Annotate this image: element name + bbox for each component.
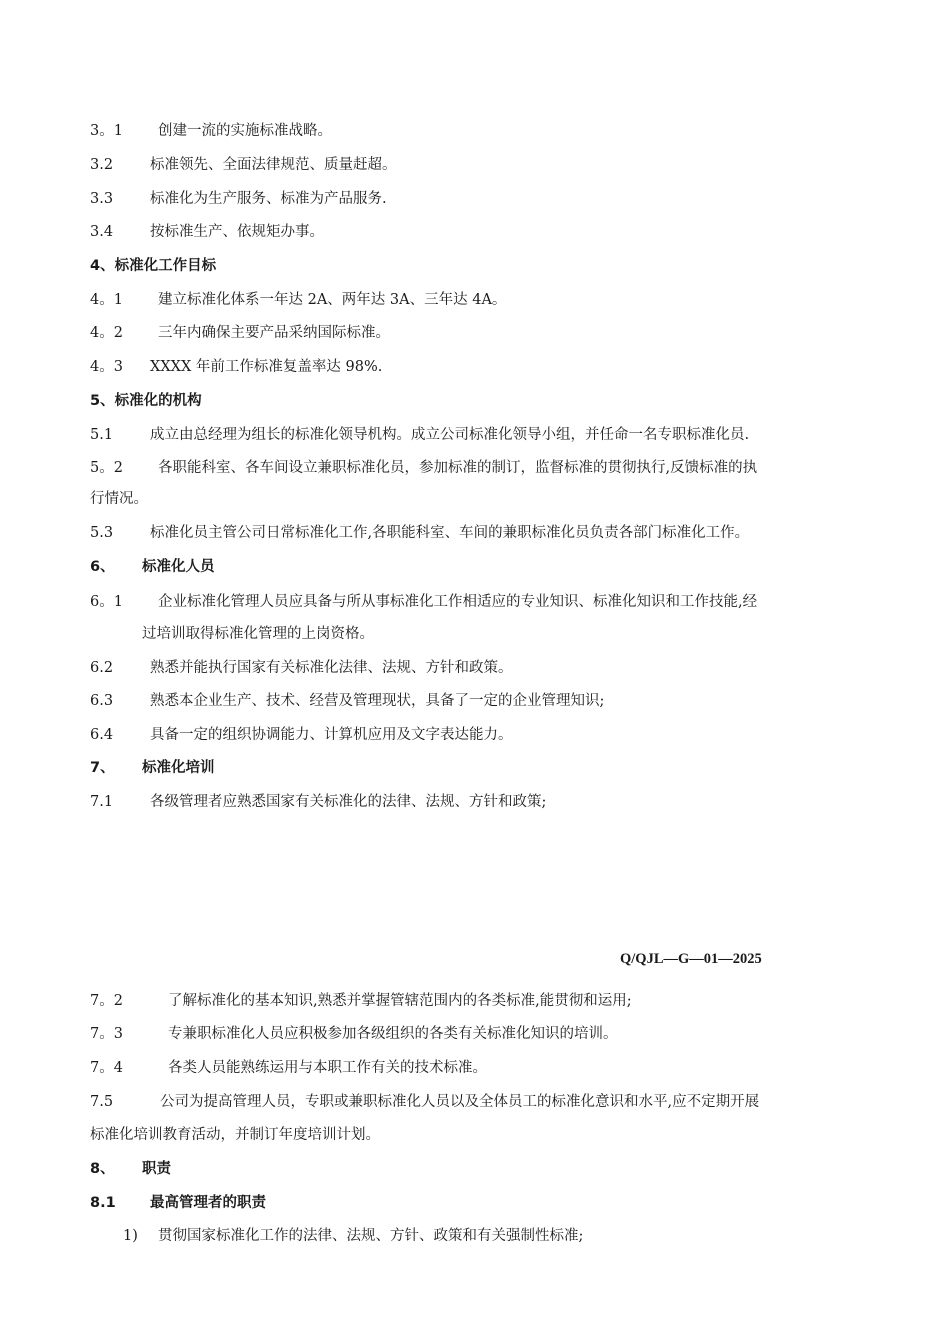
clause-6-4 xyxy=(90,725,513,745)
clause-4-1 xyxy=(90,290,506,310)
clause-text: 标准化员主管公司日常标准化工作,各职能科室、车间的兼职标准化员负责各部门标准化工作。 xyxy=(150,525,750,541)
clause-text: 建立标准化体系一年达 2A、两年达 3A、三年达 4A。 xyxy=(158,292,507,308)
subsection-heading-8-1 xyxy=(90,1193,266,1213)
heading-text: 职责 xyxy=(142,1161,171,1177)
heading-number: 8、 xyxy=(90,1161,115,1177)
clause-text: 专兼职标准化人员应积极参加各级组织的各类有关标准化知识的培训。 xyxy=(168,1026,618,1042)
clause-number: 7。2 xyxy=(90,993,123,1009)
clause-7-4 xyxy=(90,1058,487,1078)
heading-number: 8.1 xyxy=(90,1195,116,1211)
clause-number: 4。2 xyxy=(90,325,123,341)
clause-number: 7.5 xyxy=(90,1094,114,1110)
document-number: Q/QJL—G—01—2025 xyxy=(620,951,762,967)
clause-number: 3。1 xyxy=(90,123,123,139)
clause-number: 7.1 xyxy=(90,794,114,810)
list-item-number: 1) xyxy=(123,1228,138,1244)
clause-text: 熟悉并能执行国家有关标准化法律、法规、方针和政策。 xyxy=(150,660,513,676)
list-item-1 xyxy=(123,1226,583,1246)
clause-4-3 xyxy=(90,357,382,377)
clause-number: 7。3 xyxy=(90,1026,123,1042)
clause-5-1 xyxy=(90,425,749,445)
clause-number: 3.3 xyxy=(90,191,114,207)
clause-text: 成立由总经理为组长的标准化领导机构。成立公司标准化领导小组，并任命一名专职标准化员. xyxy=(150,427,750,443)
clause-7-2 xyxy=(90,991,632,1011)
clause-text: 了解标准化的基本知识,熟悉并掌握管辖范围内的各类标准,能贯彻和运用; xyxy=(168,993,632,1009)
heading-number: 7、 xyxy=(90,760,115,776)
clause-text: 各类人员能熟练运用与本职工作有关的技术标准。 xyxy=(168,1060,487,1076)
clause-number: 3.4 xyxy=(90,224,114,240)
section-heading-7 xyxy=(90,758,215,778)
clause-text: 三年内确保主要产品采纳国际标准。 xyxy=(158,325,390,341)
clause-text: 标准领先、全面法律规范、质量赶超。 xyxy=(150,157,397,173)
clause-text: 企业标准化管理人员应具备与所从事标准化工作相适应的专业知识、标准化知识和工作技能,经 xyxy=(158,594,758,610)
clause-5-2-continued: 行情况。 xyxy=(90,491,148,507)
clause-text: 熟悉本企业生产、技术、经营及管理现状，具备了一定的企业管理知识; xyxy=(150,693,605,709)
heading-text: 标准化人员 xyxy=(142,559,215,575)
clause-number: 6.4 xyxy=(90,727,114,743)
clause-number: 6.2 xyxy=(90,660,114,676)
clause-text: XXXX 年前工作标准复盖率达 98%. xyxy=(150,359,383,375)
list-item-text: 贯彻国家标准化工作的法律、法规、方针、政策和有关强制性标准; xyxy=(158,1228,584,1244)
clause-3-3 xyxy=(90,189,387,209)
section-heading-8 xyxy=(90,1159,171,1179)
clause-7-5 xyxy=(90,1092,759,1112)
clause-3-1 xyxy=(90,121,332,141)
section-heading-6 xyxy=(90,557,215,577)
clause-text: 按标准生产、依规矩办事。 xyxy=(150,224,324,240)
clause-7-5-continued: 标准化培训教育活动，并制订年度培训计划。 xyxy=(90,1127,380,1143)
heading-text: 标准化培训 xyxy=(142,760,215,776)
clause-5-3 xyxy=(90,523,749,543)
clause-number: 6.3 xyxy=(90,693,114,709)
clause-number: 3.2 xyxy=(90,157,114,173)
clause-number: 5.3 xyxy=(90,525,114,541)
clause-text: 标准化为生产服务、标准为产品服务. xyxy=(150,191,387,207)
clause-text: 具备一定的组织协调能力、计算机应用及文字表达能力。 xyxy=(150,727,513,743)
clause-3-2 xyxy=(90,155,397,175)
clause-number: 4。1 xyxy=(90,292,123,308)
clause-text: 公司为提高管理人员，专职或兼职标准化人员以及全体员工的标准化意识和水平,应不定期开展 xyxy=(160,1094,760,1110)
clause-text: 各级管理者应熟悉国家有关标准化的法律、法规、方针和政策; xyxy=(150,794,547,810)
clause-number: 5。2 xyxy=(90,460,123,476)
heading-number: 6、 xyxy=(90,559,115,575)
clause-3-4 xyxy=(90,222,324,242)
clause-6-3 xyxy=(90,691,604,711)
clause-4-2 xyxy=(90,323,390,343)
clause-7-3 xyxy=(90,1024,618,1044)
clause-number: 5.1 xyxy=(90,427,114,443)
clause-text: 创建一流的实施标准战略。 xyxy=(158,123,332,139)
section-heading-4: 4、标准化工作目标 xyxy=(90,258,217,274)
clause-6-1 xyxy=(90,592,757,612)
clause-number: 7。4 xyxy=(90,1060,123,1076)
heading-text: 最高管理者的职责 xyxy=(150,1195,266,1211)
clause-5-2 xyxy=(90,458,757,478)
clause-6-1-continued: 过培训取得标准化管理的上岗资格。 xyxy=(142,626,374,642)
clause-number: 4。3 xyxy=(90,359,123,375)
section-heading-5: 5、标准化的机构 xyxy=(90,393,202,409)
clause-6-2 xyxy=(90,658,513,678)
clause-text: 各职能科室、各车间设立兼职标准化员，参加标准的制订，监督标准的贯彻执行,反馈标准的执 xyxy=(158,460,758,476)
clause-7-1 xyxy=(90,792,546,812)
clause-number: 6。1 xyxy=(90,594,123,610)
